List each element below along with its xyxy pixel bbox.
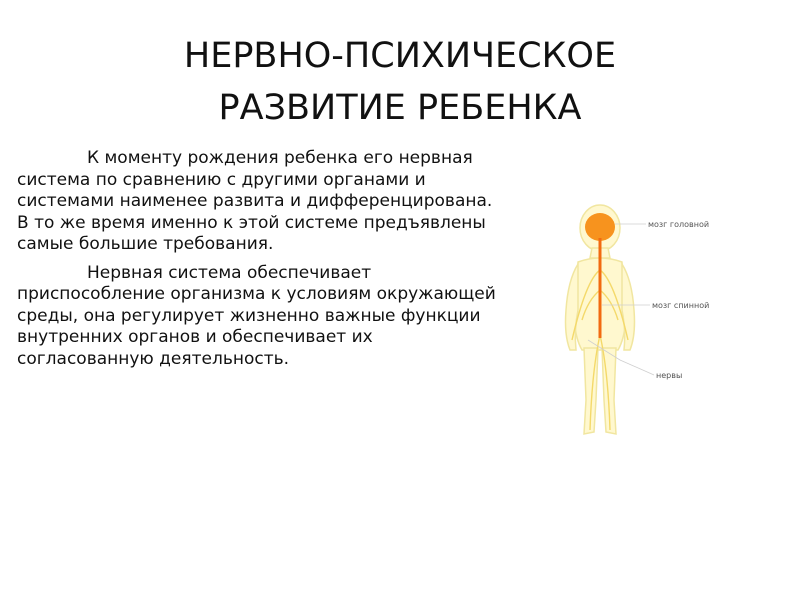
label-spinal-cord: мозг спинной xyxy=(652,301,710,310)
title-line-1: НЕРВНО-ПСИХИЧЕСКОЕ xyxy=(183,36,617,76)
body-text xyxy=(17,148,497,377)
paragraph-2: Нервная система обеспечивает приспособление организма к условиям окружающей среды, она регулирует жизненно важные функции внутренних органов и обеспечивает их согласованную деятельность. xyxy=(17,262,496,369)
label-brain: мозг головной xyxy=(648,220,710,229)
paragraph-1: К моменту рождения ребенка его нервная система по сравнению с другими органами и системами наименее развита и дифференцирована. В то же время именно к этой системе предъявлены самые большие требования. xyxy=(17,148,493,254)
spinal-cord-shape xyxy=(599,238,602,338)
child-body-illustration xyxy=(548,200,728,445)
title-line-2: РАЗВИТИЕ РЕБЕНКА xyxy=(218,88,582,128)
label-nerves: нервы xyxy=(656,371,683,380)
nervous-system-figure xyxy=(548,200,728,445)
slide-title xyxy=(0,30,800,134)
brain-shape xyxy=(585,213,615,241)
